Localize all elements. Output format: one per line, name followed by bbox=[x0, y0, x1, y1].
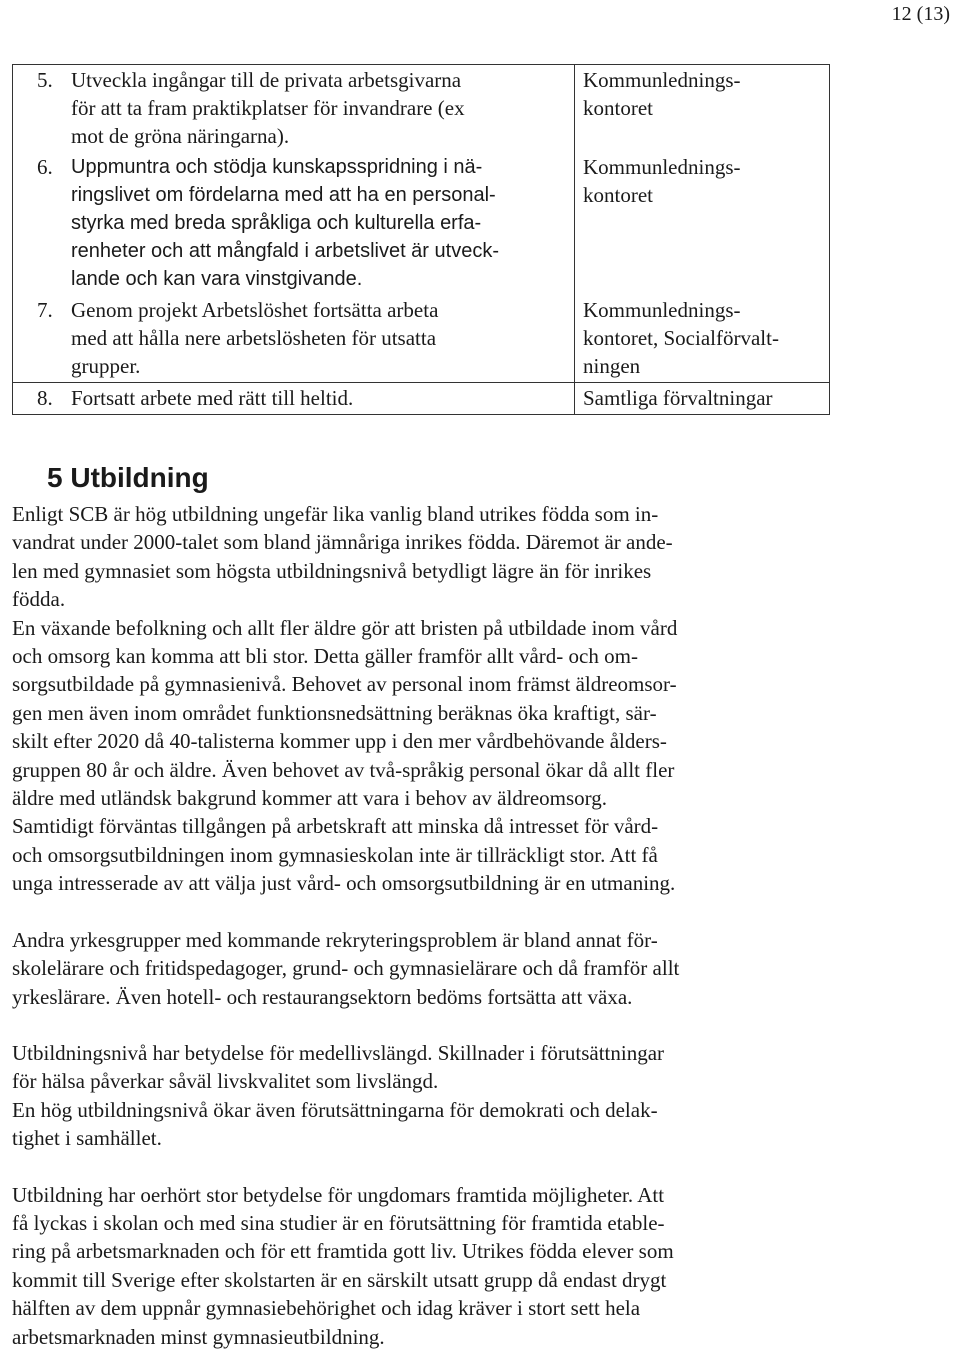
table-row bbox=[13, 65, 830, 153]
action-cell bbox=[13, 152, 575, 295]
action-cell bbox=[13, 383, 575, 415]
page-number: 12 (13) bbox=[891, 3, 950, 25]
responsible-text: Kommunlednings- kontoret bbox=[583, 155, 741, 207]
action-text: Genom projekt Arbetslöshet fortsätta arbeta med att hålla nere arbetslösheten för utsatta grupper. bbox=[71, 298, 439, 378]
action-cell bbox=[13, 65, 575, 153]
actions-table bbox=[12, 64, 830, 415]
paragraph: Andra yrkesgrupper med kommande rekryteringsproblem är bland annat för- skolelärare och fritidspedagoger, grund- och gymnasielärare och då framför allt yrkeslärare. Även hotell- och restaurangsektorn bedöms fortsätta att växa. bbox=[12, 927, 680, 1009]
table-row bbox=[13, 152, 830, 295]
responsible-cell bbox=[575, 383, 830, 415]
section-heading: 5 Utbildning bbox=[47, 462, 209, 493]
responsible-text: Kommunlednings- kontoret bbox=[583, 68, 741, 120]
table-row bbox=[13, 383, 830, 415]
responsible-text: Samtliga förvaltningar bbox=[583, 386, 773, 410]
responsible-text: Kommunlednings- kontoret, Socialförvalt- ningen bbox=[583, 298, 779, 378]
action-number: 5. bbox=[37, 68, 53, 92]
action-text: Utveckla ingångar till de privata arbetsgivarna för att ta fram praktikplatser för invandrare (ex mot de gröna näringarna). bbox=[71, 68, 465, 148]
action-number: 8. bbox=[37, 386, 53, 410]
paragraph: Enligt SCB är hög utbildning ungefär lika vanlig bland utrikes födda som in- vandrat under 2000-talet som bland jämnåriga inrikes födda. Däremot är ande- len med gymnasiet som högsta utbildningsnivå betydligt lägre än för inrikes födda. bbox=[12, 502, 673, 612]
paragraph: Utbildningsnivå har betydelse för medellivslängd. Skillnader i förutsättningar för hälsa påverkar såväl livskvalitet som livslängd. bbox=[12, 1040, 665, 1094]
paragraph: En växande befolkning och allt fler äldre gör att bristen på utbildade inom vård och omsorg kan komma att bli stor. Detta gäller framför allt vård- och om- sorgsutbildade på gymnasienivå. Behovet av personal inom främst äldreomsor- gen men även inom området funktionsnedsättning beräknas öka kraftigt, sär- skilt efter 2020 då 40-talisterna kommer upp i den mer vårdbehövande ålders- gruppen 80 år och äldre. Även behovet av två-språkig personal ökar då allt fler äldre med utländsk bakgrund kommer att vara i behov av äldreomsorg. Samtidigt förväntas tillgången på arbetskraft att minska då intresset för vård- och omsorgsutbildningen inom gymnasieskolan inte är tillräckligt stor. Att få unga intresserade av att välja just vård- och omsorgsutbildning är en utmaning. bbox=[12, 615, 678, 896]
section-body bbox=[12, 500, 812, 1351]
responsible-cell bbox=[575, 65, 830, 153]
responsible-cell bbox=[575, 152, 830, 295]
paragraph: Utbildning har oerhört stor betydelse för ungdomars framtida möjligheter. Att få lyckas i skolan och med sina studier är en förutsättning för framtida etable- ring på arbetsmarknaden och för ett framtida gott liv. Utrikes födda elever som kommit till Sverige efter skolstarten är en särskilt utsatt grupp då endast drygt hälften av dem uppnår gymnasiebehörighet och idag kräver i stort sett hela arbetsmarknaden minst gymnasieutbildning. bbox=[12, 1182, 674, 1349]
responsible-cell bbox=[575, 295, 830, 383]
table-row bbox=[13, 295, 830, 383]
action-number: 6. bbox=[37, 155, 53, 179]
paragraph: En hög utbildningsnivå ökar även förutsättningarna för demokrati och delak- tighet i samhället. bbox=[12, 1097, 658, 1151]
action-text: Uppmuntra och stödja kunskapsspridning i nä- ringslivet om fördelarna med att ha en personal- styrka med breda språkliga och kulturella erfa- renheter och att mångfald i arbetslivet är utveck- lande och kan vara vinstgivande. bbox=[71, 156, 499, 290]
action-text: Fortsatt arbete med rätt till heltid. bbox=[71, 386, 354, 410]
action-cell bbox=[13, 295, 575, 383]
action-number: 7. bbox=[37, 298, 53, 322]
